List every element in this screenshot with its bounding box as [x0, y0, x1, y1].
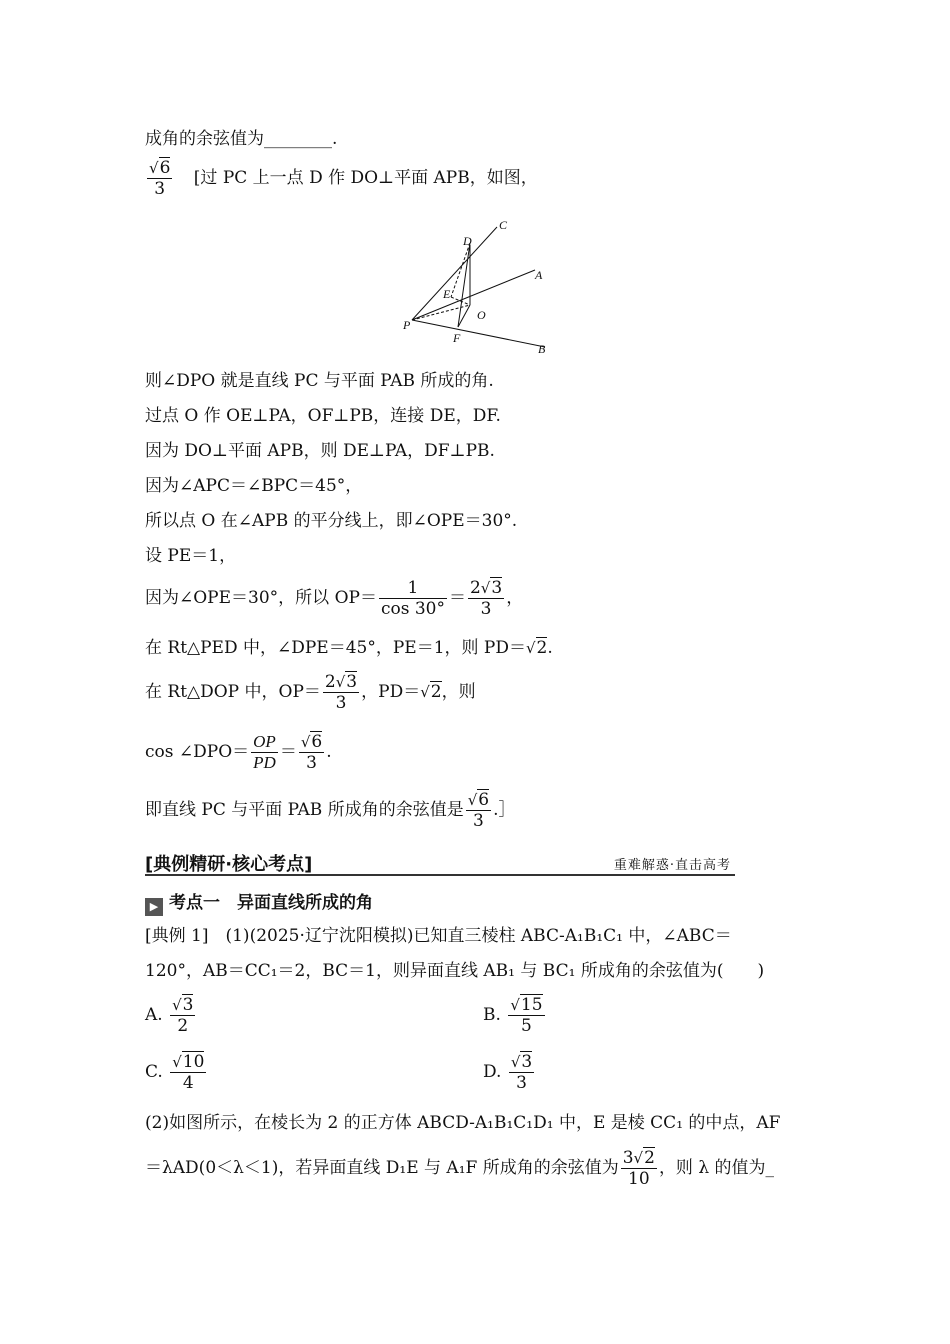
- text-line-12: cos ∠DPO＝ $\frac{OP}{PD}$ ＝ $\frac{√6}{3}$ .: [145, 732, 332, 773]
- text-line-7: 所以点 O 在∠APB 的平分线上，即∠OPE＝30°.: [145, 511, 518, 531]
- option-d: D. $\frac{√3}{3}$: [483, 1052, 533, 1093]
- label-O: O: [477, 308, 486, 322]
- text-line-3: 则∠DPO 就是直线 PC 与平面 PAB 所成的角.: [145, 371, 494, 391]
- option-b: B. $\frac{√15}{5}$: [483, 995, 543, 1036]
- text-line-6: 因为∠APC＝∠BPC＝45°，: [145, 476, 363, 496]
- option-a: A. $\frac{√3}{2}$: [145, 995, 194, 1036]
- section-banner: [145, 850, 735, 876]
- banner-title: [典例精研·核心考点]: [145, 854, 313, 875]
- text-line-5: 因为 DO⊥平面 APB，则 DE⊥PA，DF⊥PB.: [145, 441, 495, 461]
- example-part2-line-1: (2)如图所示，在棱长为 2 的正方体 ABCD-A₁B₁C₁D₁ 中，E 是棱 CC₁ 的中点，AF: [145, 1113, 781, 1133]
- label-E: E: [443, 287, 451, 301]
- example-line-1: [典例 1] (1)(2025·辽宁沈阳模拟)已知直三棱柱 ABC-A₁B₁C₁ 中，∠ABC＝: [145, 926, 732, 946]
- label-F: F: [453, 331, 461, 345]
- play-icon: ▶: [145, 898, 163, 916]
- text-line-10: 在 Rt△PED 中，∠DPE＝45°，PE＝1，则 PD＝√2.: [145, 638, 553, 658]
- label-C: C: [499, 218, 508, 232]
- answer-line: $\frac{√6}{3}$ [过 PC 上一点 D 作 DO⊥平面 APB，如图，: [149, 158, 538, 199]
- label-B: B: [538, 342, 546, 356]
- text-line-1: 成角的余弦值为________.: [145, 129, 338, 149]
- label-P: P: [403, 318, 411, 332]
- text-line-4: 过点 O 作 OE⊥PA，OF⊥PB，连接 DE，DF.: [145, 406, 501, 426]
- text-line-8: 设 PE＝1，: [145, 546, 237, 566]
- geometry-figure: [395, 215, 565, 360]
- option-c: C. $\frac{√10}{4}$: [145, 1052, 205, 1093]
- text-line-13: 即直线 PC 与平面 PAB 所成角的余弦值是 $\frac{√6}{3}$ .］: [145, 790, 516, 831]
- label-A: A: [535, 268, 543, 282]
- example-line-2: 120°，AB＝CC₁＝2，BC＝1，则异面直线 AB₁ 与 BC₁ 所成角的余弦值为( ): [145, 961, 765, 981]
- kaodian-heading: ▶ 考点一 异面直线所成的角: [145, 888, 373, 916]
- label-D: D: [463, 234, 472, 248]
- text-line-11: 在 Rt△DOP 中，OP＝ $\frac{2√3}{3}$ ，PD＝√2，则: [145, 672, 476, 713]
- example-part2-line-2: ＝λAD(0＜λ＜1)，若异面直线 D₁E 与 A₁F 所成角的余弦值为 $\frac{3√2}{10}$ ，则 λ 的值为_: [145, 1148, 775, 1189]
- text-line-9: 因为∠OPE＝30°，所以 OP＝ $\frac{1}{\cos 30^\circ}$ ＝ $\frac{2√3}{3}$ ，: [145, 578, 524, 619]
- answer-fraction: $\frac{√6}{3}$: [149, 158, 171, 199]
- banner-subtitle: 重难解惑·直击高考: [613, 858, 731, 873]
